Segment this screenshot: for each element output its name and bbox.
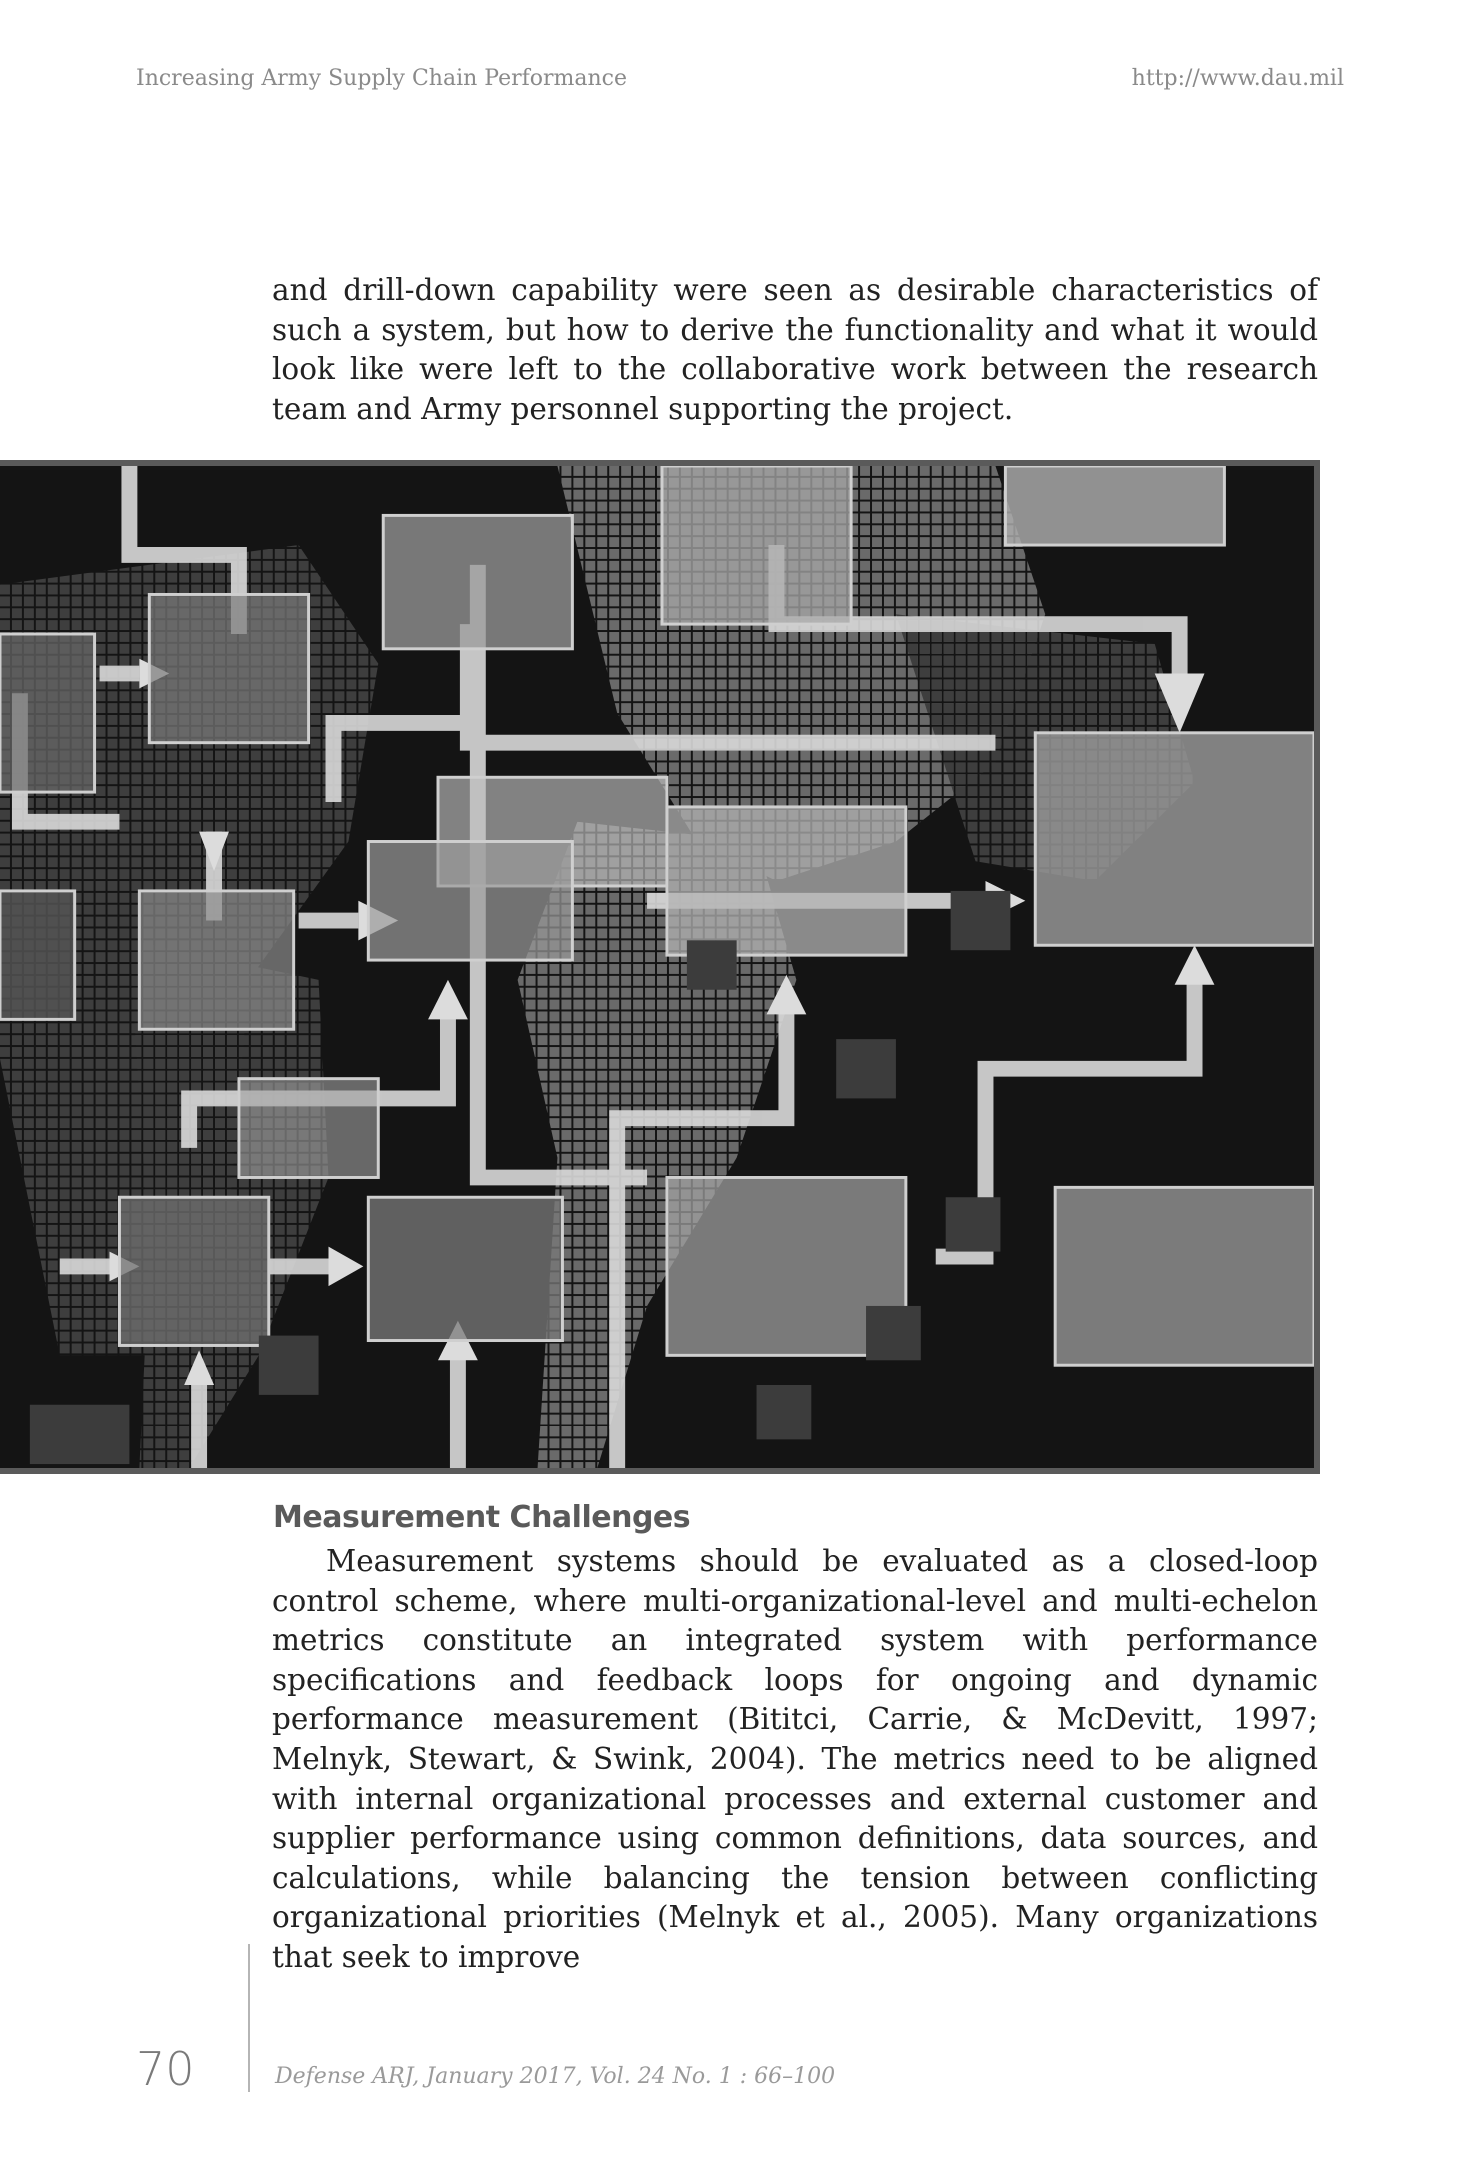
paragraph-top: and drill-down capability were seen as desirable characteristics of such a system, but how to derive the functionality and what it would look like were left to the collaborative work between the research team and Army personnel supporting the project. [272, 273, 1318, 426]
paragraph-main [272, 1542, 1318, 1978]
paragraph-main-text: Measurement systems should be evaluated as a closed-loop control scheme, where multi-organizational-level and multi-echelon metrics constitute an integrated system with performance specifications and feedback loops for ongoing and dynamic performance measurement (Bititci, Carrie, & McDevitt, 1997; Melnyk, Stewart, & Swink, 2004). The metrics need to be aligned with internal organizational processes and external customer and supplier performance using common definitions, data sources, and calculations, while balancing the tension between conflicting organizational priorities (Melnyk et al., 2005). Many organizations that seek to improve [272, 1544, 1318, 1974]
footer-citation: Defense ARJ, January 2017, Vol. 24 No. 1 : 66–100 [275, 2064, 836, 2089]
page-number: 70 [136, 2042, 195, 2096]
journal-url: http://www.dau.mil [1131, 66, 1344, 91]
flowchart-illustration [0, 460, 1320, 1474]
running-title: Increasing Army Supply Chain Performance [136, 66, 628, 91]
footer-divider [248, 1944, 250, 2092]
section-heading: Measurement Challenges [273, 1500, 691, 1535]
flowchart-graphic [0, 466, 1314, 1468]
